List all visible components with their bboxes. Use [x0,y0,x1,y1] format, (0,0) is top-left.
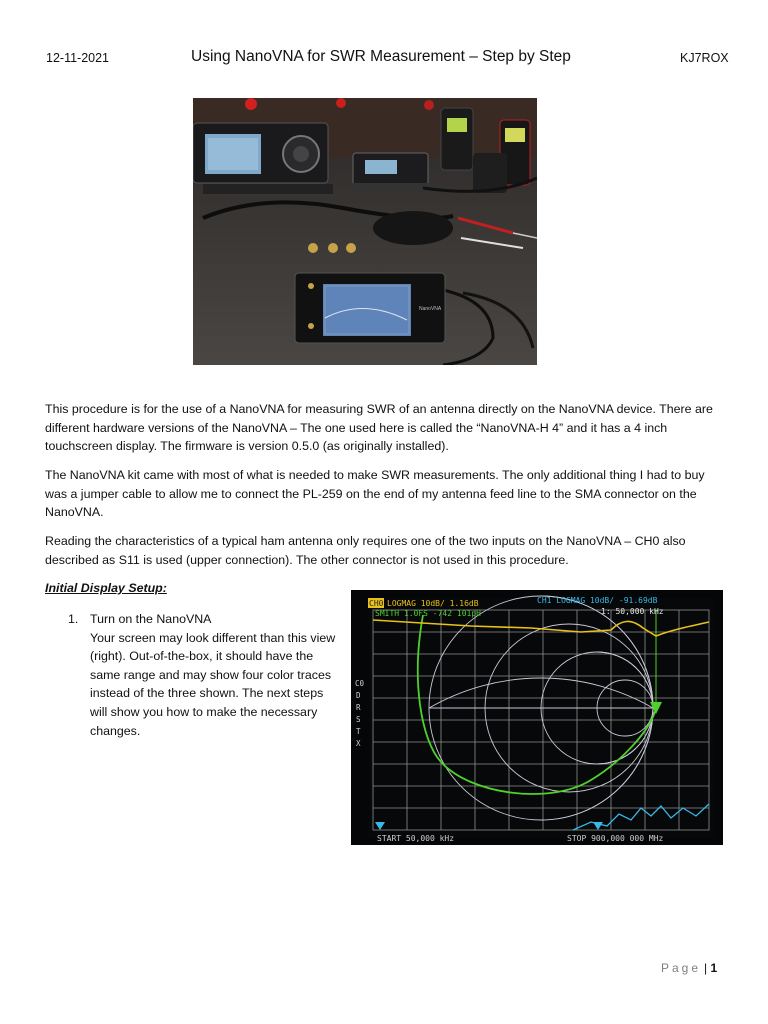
channel-paragraph: Reading the characteristics of a typical ham antenna only requires one of the two inputs on the NanoVNA – CH0 also described as S11 is used (upper connection). The other connector is not used in this procedure. [45,534,686,567]
ch1-label: CH1 LOGMAG 10dB/ -91.69dB [537,596,658,605]
page-word: Page [661,961,702,975]
trace2-label: SMITH 1.0FS -742 101pH [375,609,481,618]
document-title: Using NanoVNA for SWR Measurement – Step by Step [191,48,571,65]
photo-device-label: NanoVNA [419,306,442,312]
step-body [90,610,340,740]
step-number: 1. [68,612,79,626]
side-menu-item: S [356,715,361,724]
page-number: 1 [710,961,718,975]
intro-paragraph: This procedure is for the use of a NanoVNA for measuring SWR of an antenna directly on the NanoVNA device. There are different hardware versions of the NanoVNA – The one used here is called the “NanoVNA-H 4” and it has a 4 inch touchscreen display. The firmware is version 0.5.0 (as originally installed). [45,402,713,453]
side-menu-item: X [356,739,361,748]
nanovna-screen-photo [351,590,723,845]
document-date: 12-11-2021 [46,51,110,65]
page-separator: | [704,961,708,975]
kit-paragraph: The NanoVNA kit came with most of what is needed to make SWR measurements. The only additional thing I had to buy was a jumper cable to allow me to connect the PL-259 on the end of my antenna feed line to the SMA connector on the NanoVNA. [45,468,705,519]
nanovna-display [351,590,723,845]
side-menu-item: C0 [355,679,365,688]
page-footer [661,961,717,975]
radio-desk-photo [193,98,537,365]
author-callsign: KJ7ROX [680,51,729,65]
step-text: Your screen may look different than this view (right). Out-of-the-box, it should have the same range and may show four color traces instead of the three shown. The next steps will show you how to make the necessary changes. [90,630,336,738]
radio-desk-illustration [193,98,537,365]
ch0-label: CH0 [369,599,384,608]
trace1-label: LOGMAG 10dB/ 1.16dB [387,599,479,608]
marker-readout: 1: 50,000 kHz [601,607,664,616]
side-menu-item: T [356,727,361,736]
start-frequency: START 50,000 kHz [377,834,455,843]
side-menu-item: R [356,703,361,712]
step-title: Turn on the NanoVNA [90,612,212,626]
side-menu-item: D [356,691,361,700]
stop-frequency: STOP 900,000 000 MHz [567,834,664,843]
section-heading: Initial Display Setup: [45,581,167,595]
